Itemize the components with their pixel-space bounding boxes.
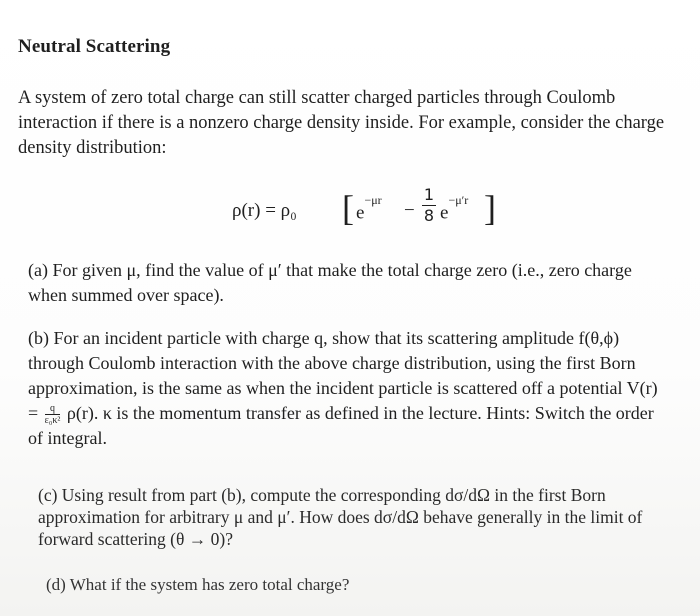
equation-term1 xyxy=(356,193,382,224)
equation-minus: − xyxy=(404,200,415,221)
section-title: Neutral Scattering xyxy=(18,36,171,57)
intro-paragraph: A system of zero total charge can still scatter charged particles through Coulomb interaction if there is a nonzero charge density inside. For example, consider the charge density distribution: xyxy=(18,88,665,158)
equation-fraction xyxy=(422,186,436,225)
equation-term2-exponent: −μ′r xyxy=(448,193,469,207)
equation-term1-exponent: −μr xyxy=(364,193,382,207)
equation-fraction-numerator: 1 xyxy=(423,185,435,204)
question-part-c: (c) Using result from part (b), compute the corresponding dσ/dΩ in the first Born approximation for arbitrary μ and μ′. How does dσ/dΩ behave generally in the limit of forward scattering (θ → 0)? xyxy=(38,485,643,549)
charge-density-equation xyxy=(232,186,532,236)
equation-term2-base: e xyxy=(440,202,449,224)
part-b-text-end: ρ(r). κ is the momentum transfer as defined in the lecture. Hints: Switch the order of integral. xyxy=(28,403,654,449)
question-part-a: (a) For given μ, find the value of μ′ that make the total charge zero (i.e., zero charge when summed over space). xyxy=(28,260,632,305)
equation-left-bracket: [ xyxy=(342,188,354,228)
question-part-b xyxy=(28,326,668,451)
part-b-fraction-numerator: q xyxy=(50,403,56,415)
equation-term1-base: e xyxy=(356,202,365,224)
part-b-inline-fraction xyxy=(45,403,61,426)
equation-right-bracket: ] xyxy=(484,188,496,228)
question-part-d: (d) What if the system has zero total charge? xyxy=(46,575,350,594)
part-b-text-start: (b) For an incident particle with charge q, show that its scattering amplitude f(θ,ϕ) through Coulomb interaction with the above charge distribution, using the first Born approximation, is the same as when the incident particle is scattered off a potential V(r) = xyxy=(28,328,658,423)
equation-lhs: ρ(r) = ρ₀ xyxy=(232,200,297,221)
equation-fraction-denominator: 8 xyxy=(423,206,435,225)
part-b-fraction-denominator: ε₀κ² xyxy=(44,415,61,427)
